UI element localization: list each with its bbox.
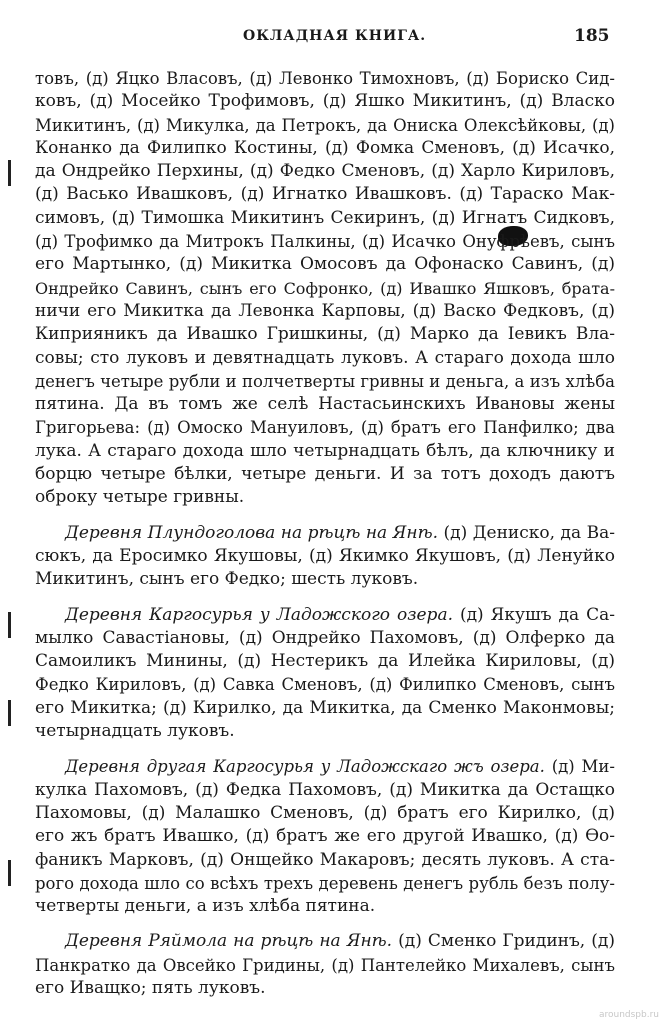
text-line: товъ, (д) Яцко Власовъ, (д) Левонко Тимохновъ, (д) Бориско Сид- bbox=[35, 69, 615, 88]
text-line: Конанко да Филипко Костины, (д) Фомка Сменовъ, (д) Исачко, bbox=[35, 137, 615, 158]
text-line: да Ондрейко Перхины, (д) Федко Сменовъ, (д) Харло Кириловъ, bbox=[35, 161, 615, 182]
text-line: Деревня Ряймола на рѣцѣ на Янѣ. (д) Сменко Гридинъ, (д) bbox=[65, 931, 615, 952]
text-line: борцю четыре бѣлки, четыре деньги. И за тотъ доходъ даютъ bbox=[35, 464, 615, 485]
village-heading: Деревня другая Каргосурья у Ладожскаго жъ озера. bbox=[65, 757, 552, 777]
text-line: Деревня Плундоголова на рѣцѣ на Янѣ. (д) Дениско, да Ва- bbox=[65, 522, 615, 543]
text-line: пятина. Да въ томъ же селѣ Настасьинскихъ Ивановы жены bbox=[35, 394, 615, 415]
text-line: Киприяникъ да Ивашко Гришкины, (д) Марко да Іевикъ Вла- bbox=[35, 324, 615, 345]
spine-mark bbox=[8, 612, 11, 638]
text-line: лука. А стараго дохода шло четырнадцать бѣлъ, да ключнику и bbox=[35, 440, 615, 461]
text-line: Деревня Каргосурья у Ладожского озера. (д) Якушъ да Са- bbox=[65, 604, 615, 625]
paragraph-village-kargosurya bbox=[35, 604, 615, 744]
text-line: четверты деньги, а изъ хлѣба пятина. bbox=[35, 896, 376, 917]
text-line: совы; сто луковъ и девятнадцать луковъ. А стараго дохода шло bbox=[35, 347, 615, 368]
text-line: оброку четыре гривны. bbox=[35, 487, 245, 508]
village-heading: Деревня Каргосурья у Ладожского озера. bbox=[65, 604, 460, 625]
text-line: сюкъ, да Еросимко Якушовы, (д) Якимко Якушовъ, (д) Ленуйко bbox=[35, 545, 615, 566]
text-line: ковъ, (д) Мосейко Трофимовъ, (д) Яшко Микитинъ, (д) Власко bbox=[35, 91, 615, 112]
page-body bbox=[35, 67, 615, 1000]
village-heading: Деревня Ряймола на рѣцѣ на Янѣ. bbox=[65, 931, 399, 952]
text-line: Ондрейко Савинъ, сынъ его Софронко, (д) Ивашко Яшковъ, брата- bbox=[35, 278, 615, 298]
text-line: (д) Трофимко да Митрокъ Палкины, (д) Исачко Онуфрѣевъ, сынъ bbox=[35, 232, 615, 252]
text-line: Панкратко да Овсейко Гридины, (д) Пантелейко Михалевъ, сынъ bbox=[35, 955, 615, 975]
text-line: его Мартынко, (д) Микитка Омосовъ да Офонаско Савинъ, (д) bbox=[35, 254, 615, 275]
page-number: 185 bbox=[574, 26, 610, 46]
text-line: Самоиликъ Минины, (д) Нестерикъ да Илейка Кириловы, (д) bbox=[35, 651, 615, 672]
paragraph-villages-list bbox=[35, 67, 615, 510]
spine-mark bbox=[8, 700, 11, 726]
paragraph-village-kargosurya-other bbox=[35, 755, 615, 918]
text-line: Григорьева: (д) Омоско Мануиловъ, (д) братъ его Панфилко; два bbox=[35, 418, 615, 438]
text-line: Деревня другая Каргосурья у Ладожскаго жъ озера. (д) Ми- bbox=[65, 757, 615, 777]
text-line: его Микитка; (д) Кирилко, да Микитка, да Сменко Маконмовы; bbox=[35, 697, 615, 718]
text-line: Федко Кириловъ, (д) Савка Сменовъ, (д) Филипко Сменовъ, сынъ bbox=[35, 675, 615, 695]
text-line: фаникъ Марковъ, (д) Онщейко Макаровъ; десять луковъ. А ста- bbox=[35, 849, 615, 870]
text-line: симовъ, (д) Тимошка Микитинъ Секиринъ, (д) Игнатъ Сидковъ, bbox=[35, 207, 615, 228]
text-line: (д) Васько Ивашковъ, (д) Игнатко Ивашковъ. (д) Тараско Мак- bbox=[35, 184, 615, 205]
spine-mark bbox=[8, 160, 11, 186]
spine-mark bbox=[8, 860, 11, 886]
text-line: ничи его Микитка да Левонка Карповы, (д) Васко Федковъ, (д) bbox=[35, 300, 615, 321]
paragraph-village-ryaymola bbox=[35, 930, 615, 1000]
text-line: Пахомовы, (д) Малашко Сменовъ, (д) братъ его Кирилко, (д) bbox=[35, 802, 615, 823]
running-title: ОКЛАДНАЯ КНИГА. bbox=[243, 28, 427, 44]
text-line: мылко Савастіановы, (д) Ондрейко Пахомовъ, (д) Олферко да bbox=[35, 627, 615, 648]
village-heading: Деревня Плундоголова на рѣцѣ на Янѣ. bbox=[65, 522, 444, 543]
text-line: четырнадцать луковъ. bbox=[35, 721, 235, 742]
paragraph-village-plundogolova bbox=[35, 522, 615, 592]
text-line: его жъ братъ Ивашко, (д) братъ же его другой Ивашко, (д) Ѳо- bbox=[35, 826, 615, 847]
text-line: Микитинъ, сынъ его Федко; шесть луковъ. bbox=[35, 569, 419, 590]
text-line: денегъ четыре рубли и полчетверты гривны и деньга, а изъ хлѣба bbox=[35, 371, 615, 391]
text-line: кулка Пахомовъ, (д) Федка Пахомовъ, (д) Микитка да Остащко bbox=[35, 779, 615, 800]
watermark: aroundspb.ru bbox=[598, 1010, 659, 1020]
text-line: рого дохода шло со всѣхъ трехъ деревень денегъ рубль безъ полу- bbox=[35, 873, 615, 893]
page-header bbox=[0, 26, 669, 50]
text-line: его Иващко; пять луковъ. bbox=[35, 977, 266, 998]
text-line: Микитинъ, (д) Микулка, да Петрокъ, да Ониска Олексѣйковы, (д) bbox=[35, 115, 615, 135]
